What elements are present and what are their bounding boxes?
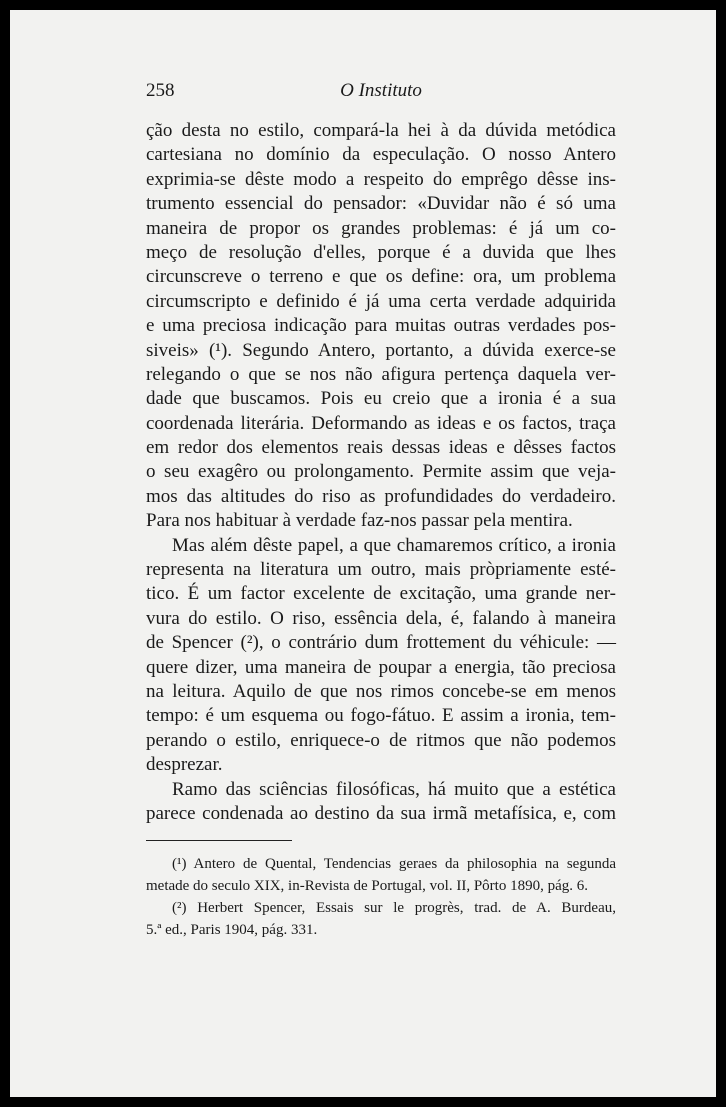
text-line: perando o estilo, enriquece-o de ritmos que não podemos <box>146 729 616 751</box>
footnotes <box>146 853 616 941</box>
text-line: em redor dos elementos reais dessas ideas e dêsses factos <box>146 437 616 459</box>
text-line: circumscripto e definido é já uma certa verdade adquirida <box>146 290 616 312</box>
paragraph-end-line: desprezar. <box>146 754 223 776</box>
footnote-2-line: 5.ª ed., Paris 1904, pág. 331. <box>146 922 318 938</box>
text-line: coordenada literária. Deformando as ideas e os factos, traça <box>146 412 616 434</box>
text-line: na leitura. Aquilo de que nos rimos concebe-se em menos <box>146 680 616 702</box>
text-line: relegando o que se nos não afigura pertença daquela ver- <box>146 363 616 385</box>
text-line: representa na literatura um outro, mais pròpriamente esté- <box>146 559 616 581</box>
running-title: O Instituto <box>340 80 422 101</box>
text-line: dade que buscamos. Pois eu creio que a ironia é a sua <box>146 388 616 410</box>
footnote-1-line: (¹) Antero de Quental, Tendencias geraes da philosophia na segunda <box>172 856 616 872</box>
text-line: de Spencer (²), o contrário dum frottement du véhicule: — <box>146 632 616 654</box>
text-line: e uma preciosa indicação para muitas outras verdades pos- <box>146 315 616 337</box>
text-line: cartesiana no domínio da especulação. O nosso Antero <box>146 144 616 166</box>
paragraph-end-line: Para nos habituar à verdade faz-nos passar pela mentira. <box>146 510 573 532</box>
paragraph-start-line: Ramo das sciências filosóficas, há muito que a estética <box>172 778 616 800</box>
text-line: exprimia-se dêste modo a respeito do emprêgo dêsse ins- <box>146 168 616 190</box>
text-line: ção desta no estilo, compará-la hei à da dúvida metódica <box>146 120 616 141</box>
running-head <box>146 80 616 106</box>
footnote-rule <box>146 840 292 841</box>
text-line: tico. É um factor excelente de excitação, uma grande ner- <box>146 583 616 605</box>
text-line: vura do estilo. O riso, essência dela, é, falando à maneira <box>146 607 616 629</box>
text-line: quere dizer, uma maneira de poupar a energia, tão preciosa <box>146 656 616 678</box>
text-line: parece condenada ao destino da sua irmã metafísica, e, com <box>146 802 616 824</box>
text-line: o seu exagêro ou prolongamento. Permite assim que veja- <box>146 461 616 483</box>
text-line: trumento essencial do pensador: «Duvidar não é só uma <box>146 193 616 215</box>
text-line: circunscreve o terreno e que os define: ora, um problema <box>146 266 616 288</box>
page-number: 258 <box>146 80 175 101</box>
text-line: siveis» (¹). Segundo Antero, portanto, a dúvida exerce-se <box>146 339 616 361</box>
text-line: tempo: é um esquema ou fogo-fátuo. E assim a ironia, tem- <box>146 705 616 727</box>
text-line: meço de resolução d'elles, porque é a duvida que lhes <box>146 241 616 263</box>
body-text <box>146 119 616 826</box>
footnote-2-line: (²) Herbert Spencer, Essais sur le progrès, trad. de A. Burdeau, <box>172 900 616 916</box>
text-line: maneira de propor os grandes problemas: é já um co- <box>146 217 616 239</box>
footnote-1-line: metade do seculo XIX, in-Revista de Portugal, vol. II, Pôrto 1890, pág. 6. <box>146 878 589 894</box>
paragraph-start-line: Mas além dêste papel, a que chamaremos crítico, a ironia <box>172 534 616 556</box>
text-line: mos das altitudes do riso as profundidades do verdadeiro. <box>146 485 616 507</box>
